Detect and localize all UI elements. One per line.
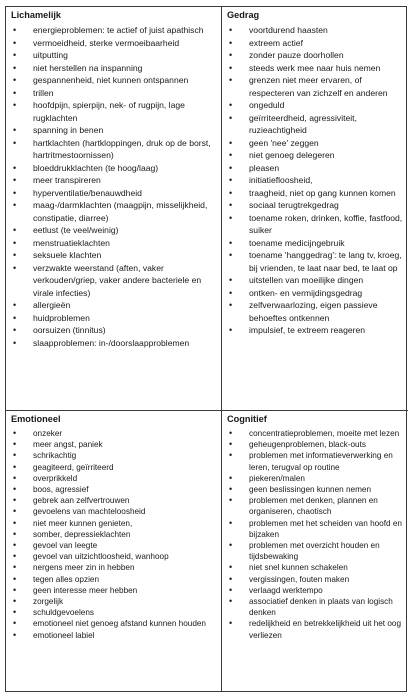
bullet-icon: •	[229, 325, 233, 335]
list-item-text: redelijkheid en betrekkelijkheid uit het oog verliezen	[249, 619, 402, 640]
list-item	[227, 74, 404, 99]
bullet-icon: •	[229, 175, 233, 185]
list-item-text: energieproblemen: te actief of juist apathisch	[33, 25, 204, 35]
list-item	[227, 287, 404, 300]
list-item	[227, 99, 404, 112]
bullet-icon: •	[13, 100, 17, 110]
symptom-list	[11, 24, 217, 349]
list-item-text: hoofdpijn, spierpijn, nek- of rugpijn, lage rugklachten	[33, 100, 185, 123]
list-item	[227, 62, 404, 75]
bullet-icon: •	[229, 596, 233, 607]
bullet-icon: •	[229, 37, 233, 48]
list-item	[11, 187, 217, 200]
list-item-text: ontken- en vermijdingsgedrag	[249, 287, 363, 298]
bullet-icon: •	[13, 237, 17, 248]
bullet-icon: •	[229, 200, 233, 210]
list-item-text: sociaal terugtrekgedrag	[249, 200, 339, 210]
list-item	[11, 585, 217, 596]
list-item	[227, 596, 404, 618]
list-item	[11, 630, 217, 641]
bullet-icon: •	[13, 325, 17, 335]
bullet-icon: •	[13, 137, 17, 148]
list-item-text: pleasen	[249, 162, 280, 173]
list-item-text: vermoeidheid, sterke vermoeibaarheid	[33, 37, 180, 48]
list-item	[11, 262, 217, 300]
list-item	[11, 484, 217, 495]
list-item	[11, 237, 217, 250]
list-item	[11, 37, 217, 50]
list-item-text: overprikkeld	[33, 473, 78, 483]
list-item	[227, 428, 404, 439]
list-item	[11, 596, 217, 607]
section-cognitief	[222, 411, 408, 691]
list-item-text: gebrek aan zelfvertrouwen	[33, 496, 130, 506]
list-item-text: trillen	[33, 87, 54, 98]
list-item-text: ongeduld	[249, 100, 285, 110]
list-item	[11, 162, 217, 175]
list-item	[11, 518, 217, 529]
bullet-icon: •	[13, 300, 17, 310]
list-item	[227, 324, 404, 337]
bullet-icon: •	[13, 50, 17, 60]
list-item-text: geïrriteerdheid, agressiviteit, ruzieachtigheid	[249, 112, 357, 135]
list-item-text: bloeddrukklachten (te hoog/laag)	[33, 162, 159, 173]
list-item-text: onzeker	[33, 429, 63, 438]
bullet-icon: •	[13, 629, 17, 640]
list-item-text: voortdurend haasten	[249, 25, 328, 35]
list-item	[11, 74, 217, 87]
bullet-icon: •	[13, 87, 17, 98]
bullet-icon: •	[13, 472, 17, 483]
list-item	[11, 439, 217, 450]
list-item	[11, 450, 217, 461]
list-item	[227, 299, 404, 324]
bullet-icon: •	[13, 584, 17, 595]
list-item-text: impulsief, te extreem reageren	[249, 325, 366, 335]
list-item	[227, 187, 404, 200]
bullet-icon: •	[229, 150, 233, 160]
list-item	[227, 237, 404, 250]
list-item-text: verlaagd werktempo	[249, 585, 323, 595]
list-item-text: uitstellen van moeilijke dingen	[249, 275, 364, 285]
list-item-text: hartklachten (hartkloppingen, druk op de borst, hartritmestoornissen)	[33, 137, 211, 160]
list-item-text: meer transpireren	[33, 175, 101, 185]
list-item	[227, 274, 404, 287]
list-item-text: emotioneel niet genoeg afstand kunnen houden	[33, 619, 206, 629]
list-item-text: associatief denken in plaats van logisch denken	[249, 597, 393, 618]
bullet-icon: •	[13, 225, 17, 235]
bullet-icon: •	[229, 137, 233, 148]
symptoms-table	[5, 6, 407, 692]
list-item-text: steeds werk mee naar huis nemen	[249, 62, 381, 73]
bullet-icon: •	[229, 50, 233, 60]
list-item	[227, 249, 404, 274]
list-item-text: concentratieproblemen, moeite met lezen	[249, 429, 400, 438]
bullet-icon: •	[229, 450, 233, 461]
list-item	[227, 199, 404, 212]
list-item-text: niet herstellen na inspanning	[33, 62, 143, 73]
list-item-text: initiatiefloosheid,	[249, 175, 313, 185]
list-item-text: hyperventilatie/benauwdheid	[33, 187, 142, 198]
bullet-icon: •	[229, 300, 233, 310]
bullet-icon: •	[13, 75, 17, 85]
list-item	[11, 551, 217, 562]
bullet-icon: •	[229, 275, 233, 285]
bullet-icon: •	[229, 287, 233, 298]
bullet-icon: •	[229, 439, 233, 450]
list-item	[11, 618, 217, 629]
bullet-icon: •	[13, 312, 17, 323]
bullet-icon: •	[13, 607, 17, 618]
list-item	[11, 199, 217, 224]
section-title: Gedrag	[227, 10, 260, 20]
bullet-icon: •	[229, 162, 233, 173]
section-lichamelijk	[6, 7, 222, 411]
bullet-icon: •	[13, 506, 17, 517]
list-item-text: nergens meer zin in hebben	[33, 563, 135, 573]
list-item	[227, 562, 404, 573]
section-title: Cognitief	[227, 414, 267, 424]
list-item-text: huidproblemen	[33, 312, 90, 323]
bullet-icon: •	[229, 75, 233, 85]
list-item	[227, 174, 404, 187]
list-item-text: zelfverwaarlozing, eigen passieve behoeftes ontkennen	[249, 300, 378, 323]
list-item	[11, 99, 217, 124]
list-item-text: extreem actief	[249, 37, 303, 48]
list-item	[11, 137, 217, 162]
list-item-text: eetlust (te veel/weinig)	[33, 225, 119, 235]
list-item-text: emotioneel labiel	[33, 630, 95, 640]
list-item	[11, 462, 217, 473]
section-emotioneel	[6, 411, 222, 691]
bullet-icon: •	[13, 25, 17, 35]
bullet-icon: •	[13, 428, 17, 438]
list-item-text: somber, depressieklachten	[33, 529, 131, 539]
list-item-text: uitputting	[33, 50, 68, 60]
bullet-icon: •	[13, 439, 17, 450]
list-item	[11, 562, 217, 573]
list-item	[227, 484, 404, 495]
list-item-text: gevoel van leegte	[33, 541, 98, 551]
list-item-text: boos, agressief	[33, 485, 89, 495]
bullet-icon: •	[229, 540, 233, 551]
bullet-icon: •	[13, 562, 17, 573]
list-item	[227, 439, 404, 450]
list-item	[11, 224, 217, 237]
list-item	[11, 249, 217, 262]
list-item-text: geheugenproblemen, black-outs	[249, 440, 366, 450]
bullet-icon: •	[13, 450, 17, 461]
bullet-icon: •	[13, 573, 17, 584]
bullet-icon: •	[13, 250, 17, 260]
bullet-icon: •	[229, 100, 233, 110]
bullet-icon: •	[13, 551, 17, 562]
list-item	[227, 618, 404, 640]
list-item-text: geen beslissingen kunnen nemen	[249, 485, 371, 495]
bullet-icon: •	[13, 200, 17, 210]
list-item	[11, 87, 217, 100]
list-item-text: zorgelijk	[33, 597, 64, 607]
bullet-icon: •	[13, 175, 17, 185]
list-item	[11, 174, 217, 187]
list-item	[227, 212, 404, 237]
list-item	[227, 518, 404, 540]
list-item-text: tegen alles opzien	[33, 574, 100, 584]
list-item	[227, 49, 404, 62]
list-item	[227, 540, 404, 562]
bullet-icon: •	[229, 250, 233, 260]
list-item	[227, 473, 404, 484]
list-item	[227, 585, 404, 596]
list-item-text: schrikachtig	[33, 451, 77, 461]
list-item-text: slaapproblemen: in-/doorslaapproblemen	[33, 337, 190, 348]
bullet-icon: •	[13, 618, 17, 629]
symptom-list	[11, 428, 217, 641]
symptom-list	[227, 24, 404, 337]
list-item	[11, 495, 217, 506]
list-item-text: geagiteerd, geïrriteerd	[33, 462, 114, 472]
list-item	[11, 124, 217, 137]
list-item	[227, 137, 404, 150]
list-item-text: vergissingen, fouten maken	[249, 574, 350, 584]
list-item	[11, 540, 217, 551]
list-item	[11, 473, 217, 484]
bullet-icon: •	[229, 428, 233, 438]
list-item-text: meer angst, paniek	[33, 440, 103, 450]
list-item	[227, 162, 404, 175]
bullet-icon: •	[13, 337, 17, 348]
section-gedrag	[222, 7, 408, 411]
list-item-text: gevoel van uitzichtloosheid, wanhoop	[33, 552, 169, 562]
list-item-text: geen 'nee' zeggen	[249, 137, 319, 148]
list-item-text: niet snel kunnen schakelen	[249, 563, 348, 573]
list-item	[11, 49, 217, 62]
list-item-text: spanning in benen	[33, 125, 104, 135]
list-item	[11, 24, 217, 37]
list-item	[11, 324, 217, 337]
bullet-icon: •	[229, 212, 233, 223]
list-item-text: seksuele klachten	[33, 250, 102, 260]
bullet-icon: •	[229, 472, 233, 483]
list-item-text: piekeren/malen	[249, 473, 305, 483]
section-title: Lichamelijk	[11, 10, 62, 20]
bullet-icon: •	[13, 528, 17, 539]
bullet-icon: •	[13, 162, 17, 173]
bullet-icon: •	[229, 25, 233, 35]
list-item	[227, 112, 404, 137]
list-item	[11, 529, 217, 540]
bullet-icon: •	[13, 262, 17, 273]
bullet-icon: •	[13, 495, 17, 506]
list-item-text: gespannenheid, niet kunnen ontspannen	[33, 75, 189, 85]
list-item-text: verzwakte weerstand (aften, vaker verkouden/griep, vaker andere bacteriele en virale infecties)	[33, 262, 202, 298]
bullet-icon: •	[229, 62, 233, 73]
list-item-text: problemen met het scheiden van hoofd en bijzaken	[249, 518, 402, 539]
list-item	[11, 299, 217, 312]
symptom-list	[227, 428, 404, 641]
list-item-text: maag-/darmklachten (maagpijn, misselijkheid, constipatie, diarree)	[33, 200, 208, 223]
bullet-icon: •	[13, 596, 17, 607]
list-item-text: gevoelens van machteloosheid	[33, 507, 146, 517]
list-item	[11, 62, 217, 75]
bullet-icon: •	[229, 618, 233, 629]
bullet-icon: •	[229, 562, 233, 573]
list-item	[227, 574, 404, 585]
list-item	[11, 506, 217, 517]
bullet-icon: •	[229, 584, 233, 595]
list-item-text: geen interesse meer hebben	[33, 585, 138, 595]
list-item-text: problemen met informatieverwerking en leren, terugval op routine	[249, 451, 393, 472]
list-item-text: allergieën	[33, 300, 71, 310]
list-item	[227, 450, 404, 472]
list-item	[227, 37, 404, 50]
bullet-icon: •	[13, 187, 17, 198]
bullet-icon: •	[13, 484, 17, 495]
bullet-icon: •	[13, 125, 17, 135]
list-item	[227, 24, 404, 37]
list-item	[11, 428, 217, 439]
bullet-icon: •	[229, 237, 233, 248]
list-item-text: traagheid, niet op gang kunnen komen	[249, 187, 396, 198]
list-item	[227, 149, 404, 162]
section-title: Emotioneel	[11, 414, 61, 424]
list-item-text: zonder pauze doorhollen	[249, 50, 344, 60]
bullet-icon: •	[13, 62, 17, 73]
bullet-icon: •	[229, 112, 233, 123]
list-item-text: niet genoeg delegeren	[249, 150, 335, 160]
list-item-text: oorsuizen (tinnitus)	[33, 325, 106, 335]
list-item-text: toename medicijngebruik	[249, 237, 345, 248]
bullet-icon: •	[13, 517, 17, 528]
bullet-icon: •	[229, 484, 233, 495]
bullet-icon: •	[13, 540, 17, 551]
bullet-icon: •	[13, 37, 17, 48]
list-item	[11, 574, 217, 585]
list-item-text: toename 'hanggedrag': te lang tv, kroeg, bij vrienden, te laat naar bed, te laat op	[249, 250, 402, 273]
list-item	[11, 337, 217, 350]
list-item-text: toename roken, drinken, koffie, fastfood, suiker	[249, 212, 403, 235]
list-item-text: problemen met denken, plannen en organiseren, chaotisch	[249, 496, 378, 517]
list-item	[11, 607, 217, 618]
bullet-icon: •	[229, 187, 233, 198]
bullet-icon: •	[229, 495, 233, 506]
bullet-icon: •	[229, 517, 233, 528]
list-item-text: niet meer kunnen genieten,	[33, 518, 133, 528]
list-item	[11, 312, 217, 325]
list-item-text: problemen met overzicht houden en tijdsbewaking	[249, 541, 380, 562]
bullet-icon: •	[13, 461, 17, 472]
list-item	[227, 495, 404, 517]
bullet-icon: •	[229, 573, 233, 584]
list-item-text: grenzen niet meer ervaren, of respecteren van zichzelf en anderen	[249, 75, 388, 98]
list-item-text: menstruatieklachten	[33, 237, 110, 248]
list-item-text: schuldgevoelens	[33, 608, 94, 618]
